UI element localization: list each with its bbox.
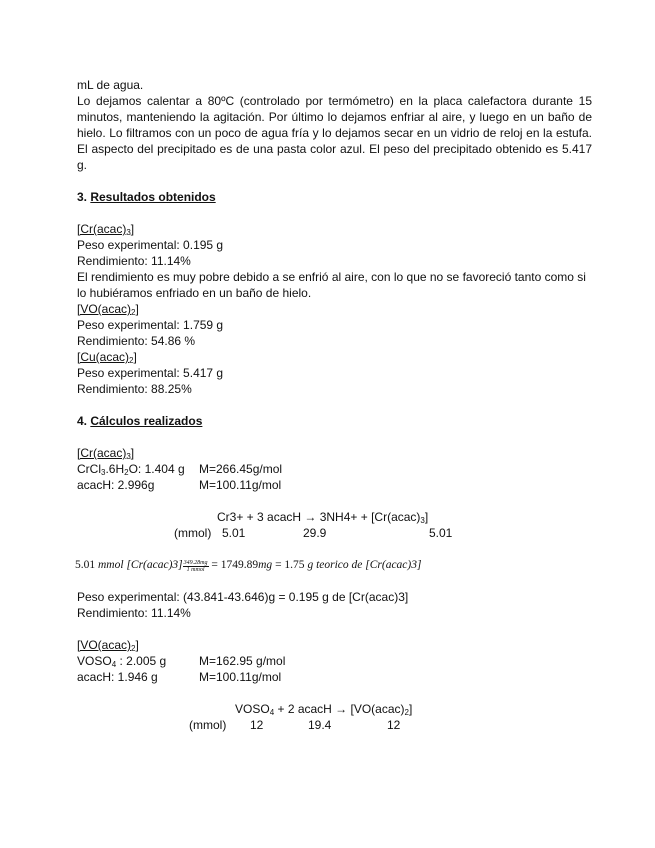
compound-label-vo: $[VO(acac)_2]$ [77,302,139,317]
calc-label-cr: $[Cr(acac)_3]$ [77,446,135,461]
mmol-value: 29.9 [303,526,327,540]
reagent-mass: $VOSO_4$ : 2.005 g [77,654,167,669]
section-heading-results [77,189,592,205]
reagent-row [77,461,592,477]
reagent-mass: acacH: 1.946 g [77,670,158,684]
section-title: Resultados obtenidos [90,190,216,204]
yield-vo: Rendimiento: 54.86 % [77,334,196,348]
weight-cr: Peso experimental: 0.195 g [77,238,224,252]
conversion-formula: 5.01 mmol [Cr(acac)3] $\frac{349.28mg}{\text{1 mmol}}$ = 1749.89mg = 1.75 g teorico de [Cr(acac)3] [75,559,422,573]
compound-label-cr: $[Cr(acac)_3]$ [77,222,135,237]
experimental-weight: Peso experimental: (43.841-43.646)g = 0.195 g de [Cr(acac)3] [77,590,409,604]
reagent-row [77,653,592,669]
reagent-mass: $CrCl_3.6H_2O$: 1.404 g [77,462,185,477]
weight-vo: Peso experimental: 1.759 g [77,318,224,332]
mmol-value: 19.4 [308,718,332,732]
reaction-equation: $VOSO_4 + 2$ acacH → $[VO(acac)_2]$ [235,702,413,717]
section-number: 3. [77,190,91,204]
conversion-fraction: $\frac{349.28mg}{\text{1 mmol}}$ [183,560,208,573]
reagent-molar-mass: M=266.45g/mol [199,462,283,476]
yield-cu: Rendimiento: 88.25% [77,382,192,396]
reagent-molar-mass: M=162.95 g/mol [199,654,286,668]
reagent-molar-mass: M=100.11g/mol [199,670,282,684]
reagent-row [77,477,592,493]
reagent-molar-mass: M=100.11g/mol [199,478,282,492]
yield: Rendimiento: 11.14% [77,606,191,620]
mmol-label: (mmol) [174,526,212,540]
mmol-value: 12 [387,718,401,732]
comment-cr: El rendimiento es muy pobre debido a se enfrió al aire, con lo que no se favoreció tanto como si lo hubiéramos enfriado en un baño de hielo. [77,270,586,300]
section-heading-calculations [77,413,592,429]
yield-cr: Rendimiento: 11.14% [77,254,191,268]
section-number: 4. [77,414,91,428]
calc-label-vo: $[VO(acac)_2]$ [77,638,139,653]
mmol-row [77,525,592,541]
compound-label-cu: $[Cu(acac)_2]$ [77,350,137,365]
mmol-value: 5.01 [429,526,453,540]
intro-line: mL de agua. [77,78,144,92]
weight-cu: Peso experimental: 5.417 g [77,366,224,380]
reagent-mass: acacH: 2.996g [77,478,155,492]
reagent-row [77,669,592,685]
document-page [77,77,592,733]
section-title: Cálculos realizados [90,414,203,428]
mmol-row [77,717,592,733]
mmol-label: (mmol) [189,718,227,732]
mmol-value: 5.01 [222,526,246,540]
mmol-value: 12 [250,718,264,732]
intro-paragraph: Lo dejamos calentar a 80ºC (controlado por termómetro) en la placa calefactora durante 15 minutos, manteniendo la agitación. Por último lo dejamos enfriar al aire, y luego en un baño de hielo. Lo filtramos con un poco de agua fría y lo dejamos secar en un vidrio de reloj en la estufa. El aspecto del precipitado es de una pasta color azul. El peso del precipitado obtenido es 5.417 g. [77,94,592,172]
reaction-equation: Cr3+ + 3 acacH → $3NH4+ + [Cr(acac)_3]$ [217,510,429,525]
